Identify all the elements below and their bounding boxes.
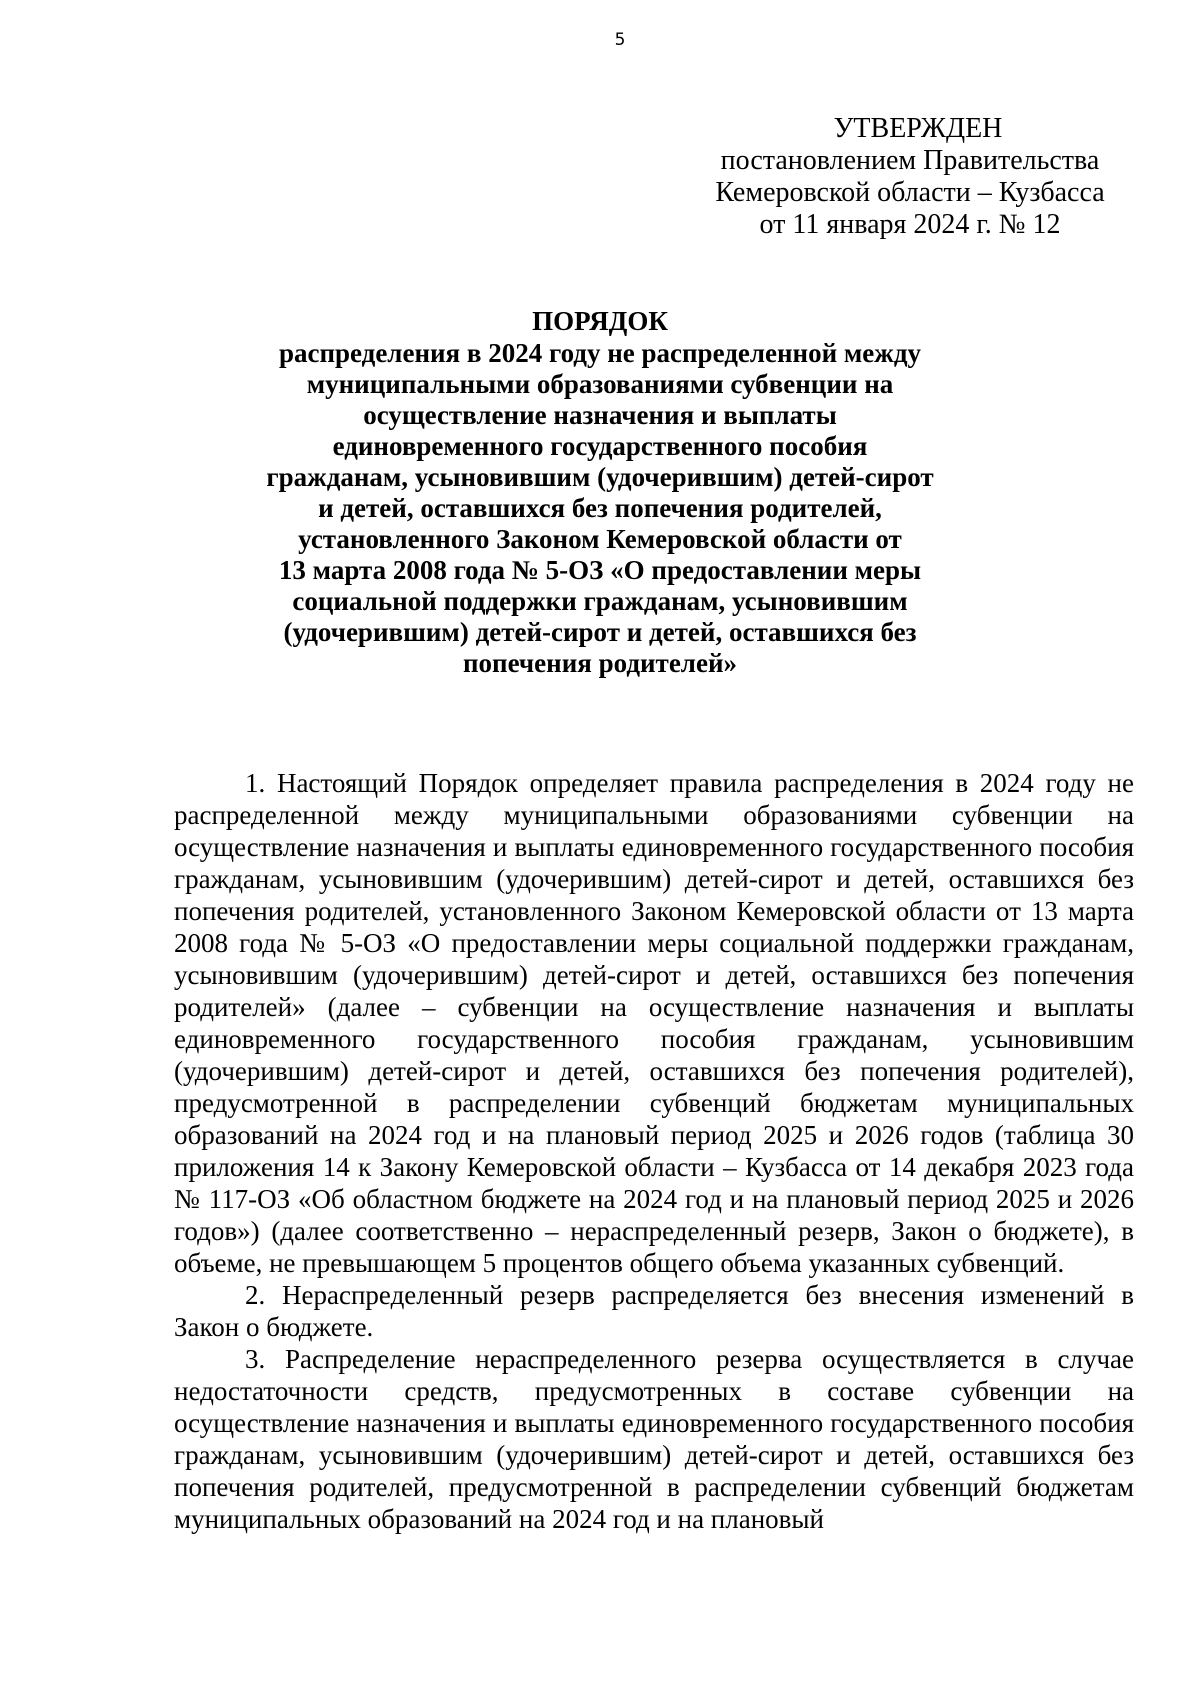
approval-date: от 11 января 2024 г. № 12 bbox=[759, 209, 1061, 240]
title-line: единовременного государственного пособия bbox=[332, 431, 868, 461]
title-line: попечения родителей» bbox=[463, 648, 737, 678]
title-line: 13 марта 2008 года № 5-ОЗ «О предоставлении меры bbox=[278, 555, 922, 585]
approval-region: Кемеровской области – Кузбасса bbox=[715, 177, 1105, 208]
title-line: и детей, оставшихся без попечения родителей, bbox=[318, 493, 882, 523]
document-title bbox=[250, 306, 950, 679]
title-line: установленного Законом Кемеровской области от bbox=[298, 524, 902, 554]
paragraph-3: 3. Распределение нераспределенного резерва осуществляется в случае недостаточности средств, предусмотренных в составе субвенции на осуществление назначения и выплаты единовременного государственного пособия гражданам, усыновившим (удочерившим) детей-сирот и детей, оставшихся без попечения родителей, предусмотренной в распределении субвенций бюджетам муниципальных образований на 2024 год и на плановый bbox=[174, 1344, 1134, 1534]
document-body bbox=[174, 767, 1134, 1535]
title-line: (удочерившим) детей-сирот и детей, оставшихся без bbox=[283, 617, 917, 647]
title-line: муниципальными образованиями субвенции на bbox=[306, 369, 894, 399]
approval-status: УТВЕРЖДЕН bbox=[833, 113, 1003, 144]
title-line: социальной поддержки гражданам, усыновившим bbox=[292, 586, 908, 616]
approval-block bbox=[700, 113, 1120, 241]
title-line: гражданам, усыновившим (удочерившим) детей-сирот bbox=[266, 462, 934, 492]
approval-issuer: постановлением Правительства bbox=[720, 145, 1100, 176]
paragraph-2: 2. Нераспределенный резерв распределяется без внесения изменений в Закон о бюджете. bbox=[174, 1280, 1134, 1342]
paragraph-1: 1. Настоящий Порядок определяет правила распределения в 2024 году не распределенной между муниципальными образованиями субвенции на осуществление назначения и выплаты единовременного государственного пособия гражданам, усыновившим (удочерившим) детей-сирот и детей, оставшихся без попечения родителей, установленного Законом Кемеровской области от 13 марта 2008 года № 5-ОЗ «О предоставлении меры социальной поддержки гражданам, усыновившим (удочерившим) детей-сирот и детей, оставшихся без попечения родителей» (далее – субвенции на осуществление назначения и выплаты единовременного государственного пособия гражданам, усыновившим (удочерившим) детей-сирот и детей, оставшихся без попечения родителей), предусмотренной в распределении субвенций бюджетам муниципальных образований на 2024 год и на плановый период 2025 и 2026 годов (таблица 30 приложения 14 к Закону Кемеровской области – Кузбасса от 14 декабря 2023 года № 117-ОЗ «Об областном бюджете на 2024 год и на плановый период 2025 и 2026 годов») (далее соответственно – нераспределенный резерв, Закон о бюджете), в объеме, не превышающем 5 процентов общего объема указанных субвенций. bbox=[174, 768, 1134, 1278]
title-line: распределения в 2024 году не распределенной между bbox=[278, 338, 922, 368]
page-number: 5 bbox=[614, 30, 626, 50]
title-heading: ПОРЯДОК bbox=[532, 306, 668, 336]
title-line: осуществление назначения и выплаты bbox=[363, 400, 837, 430]
